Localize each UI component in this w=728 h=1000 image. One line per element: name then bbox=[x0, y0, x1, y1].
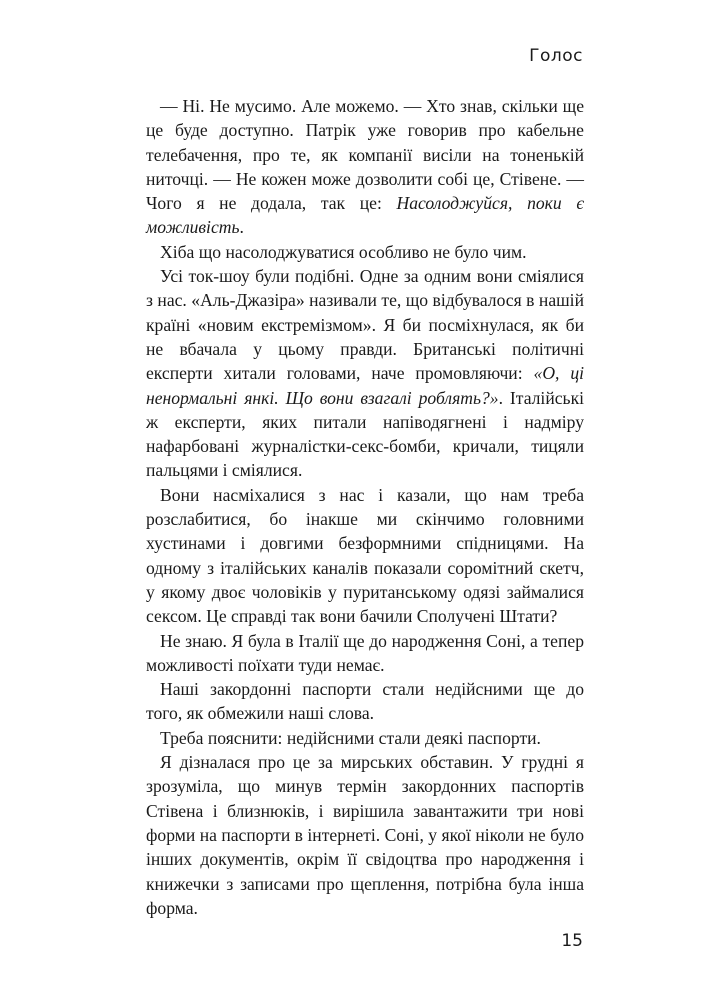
paragraph-2: Хіба що насолоджуватися особливо не було чим. bbox=[160, 241, 527, 262]
body-text bbox=[146, 94, 584, 920]
paragraph-1 bbox=[146, 94, 584, 240]
paragraph-1-italic: Насолоджуйся, поки є можливість bbox=[146, 193, 584, 238]
paragraph-4: Вони насміхалися з нас і казали, що нам треба розслабитися, бо інакше ми скінчимо головними хустинами і довгими безформними спідницями. На одному з італійських каналів показали соромітний скетч, у якому двоє чоловіків у пуританському одязі займалися сексом. Це справді так вони бачили Сполучені Штати? bbox=[146, 484, 584, 627]
paragraph-5: Не знаю. Я була в Італії ще до народження Соні, а тепер можливості поїхати туди немає. bbox=[146, 630, 584, 675]
paragraph-3-text: Усі ток-шоу були подібні. Одне за одним вони сміялися з нас. «Аль-Джазіра» називали те, що відбувалося в нашій країні «новим екстремізмом». Я би посміхнулася, як би не вбачала у цьому правди. Британські політичні експерти хитали головами, наче промовляючи: bbox=[146, 266, 584, 384]
running-header: Голос bbox=[529, 46, 583, 66]
paragraph-3 bbox=[146, 264, 584, 483]
paragraph-7: Треба пояснити: недійсними стали деякі паспорти. bbox=[160, 727, 541, 748]
page-number: 15 bbox=[561, 931, 583, 951]
paragraph-3-end: . Італійські ж експерти, яких питали напіводягнені і надміру нафарбовані журналістки-секс-бомби, кричали, тицяли пальцями і сміялися. bbox=[146, 387, 585, 481]
paragraph-1-end: . bbox=[239, 217, 244, 238]
paragraph-3-italic: «О, ці ненормальні янкі. Що вони взагалі роблять?» bbox=[146, 363, 585, 408]
paragraph-8: Я дізналася про це за мирських обставин. У грудні я зрозуміла, що минув термін закордонних паспортів Стівена і близнюків, і вирішила завантажити три нові форми на паспорти в інтернеті. Соні, у якої ніколи не було інших документів, окрім її свідоцтва про народження і книжечки з записами про щеплення, потрібна була інша форма. bbox=[146, 752, 584, 918]
paragraph-1-text: — Ні. Не мусимо. Але можемо. — Хто знав, скільки ще це буде доступно. Патрік уже говорив про кабельне телебачення, про те, як компанії висіли на тоненькій ниточці. — Не кожен може дозволити собі це, Стівене. — Чого я не додала, так це: bbox=[146, 96, 584, 214]
paragraph-6: Наші закордонні паспорти стали недійсними ще до того, як обмежили наші слова. bbox=[146, 679, 584, 724]
